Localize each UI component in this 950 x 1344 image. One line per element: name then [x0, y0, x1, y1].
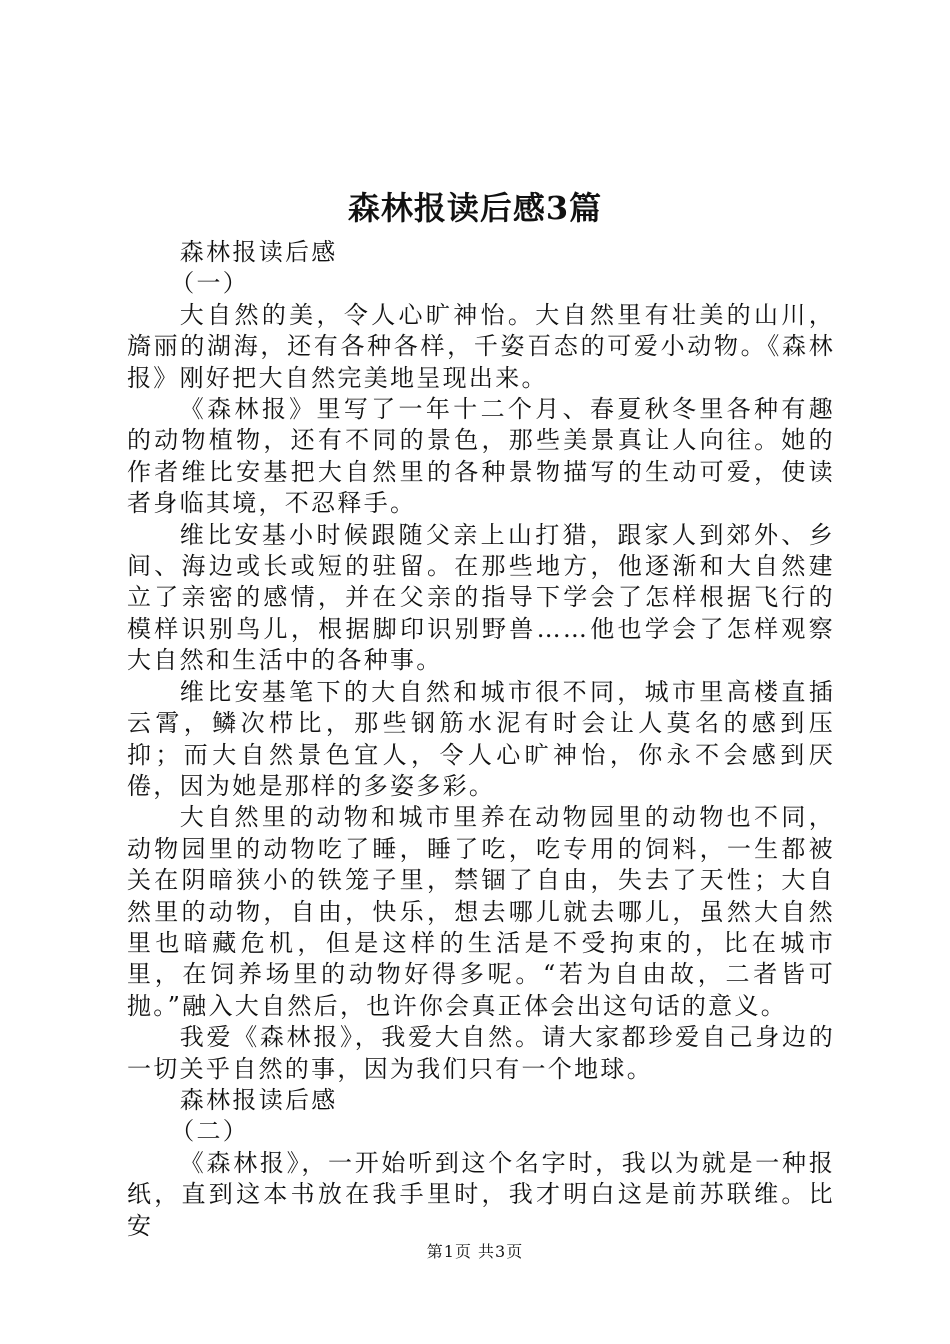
paragraph: 《森林报》里写了一年十二个月、春夏秋冬里各种有趣的动物植物，还有不同的景色，那些美景真让人向往。她的作者维比安基把大自然里的各种景物描写的生动可爱，使读者身临其境，不忍释手。	[127, 395, 835, 518]
paragraph: 维比安基笔下的大自然和城市很不同，城市里高楼直插云霄，鳞次栉比，那些钢筋水泥有时会让人莫名的感到压抑；而大自然景色宜人，令人心旷神怡，你永不会感到厌倦，因为她是那样的多姿多彩。	[127, 677, 835, 800]
document-body	[127, 237, 835, 1242]
paragraph: 大自然的美，令人心旷神怡。大自然里有壮美的山川，旖丽的湖海，还有各种各样，千姿百态的可爱小动物。《森林报》刚好把大自然完美地呈现出来。	[127, 300, 835, 392]
section-number: （二）	[170, 1117, 250, 1146]
paragraph: 《森林报》，一开始听到这个名字时，我以为就是一种报纸，直到这本书放在我手里时，我才明白这是前苏联维。比安	[127, 1148, 835, 1240]
paragraph: 我爱《森林报》，我爱大自然。请大家都珍爱自己身边的一切关乎自然的事，因为我们只有一个地球。	[127, 1023, 835, 1083]
section-number: （一）	[170, 269, 250, 298]
section-heading: 森林报读后感	[179, 238, 338, 266]
paragraph: 大自然里的动物和城市里养在动物园里的动物也不同，动物园里的动物吃了睡，睡了吃，吃专用的饲料，一生都被关在阴暗狭小的铁笼子里，禁锢了自由，失去了天性；大自然里的动物，自由，快乐，想去哪儿就去哪儿，虽然大自然里也暗藏危机，但是这样的生活是不受拘束的，比在城市里，在饲养场里的动物好得多呢。“若为自由故，二者皆可抛。”融入大自然后，也许你会真正体会出这句话的意义。	[127, 803, 835, 1020]
page-footer: 第1页 共3页	[426, 1242, 524, 1261]
document-title: 森林报读后感3篇	[347, 189, 603, 227]
paragraph: 维比安基小时候跟随父亲上山打猎，跟家人到郊外、乡间、海边或长或短的驻留。在那些地方，他逐渐和大自然建立了亲密的感情，并在父亲的指导下学会了怎样根据飞行的模样识别鸟儿，根据脚印识别野兽……他也学会了怎样观察大自然和生活中的各种事。	[127, 520, 835, 675]
section-heading: 森林报读后感	[179, 1085, 338, 1114]
